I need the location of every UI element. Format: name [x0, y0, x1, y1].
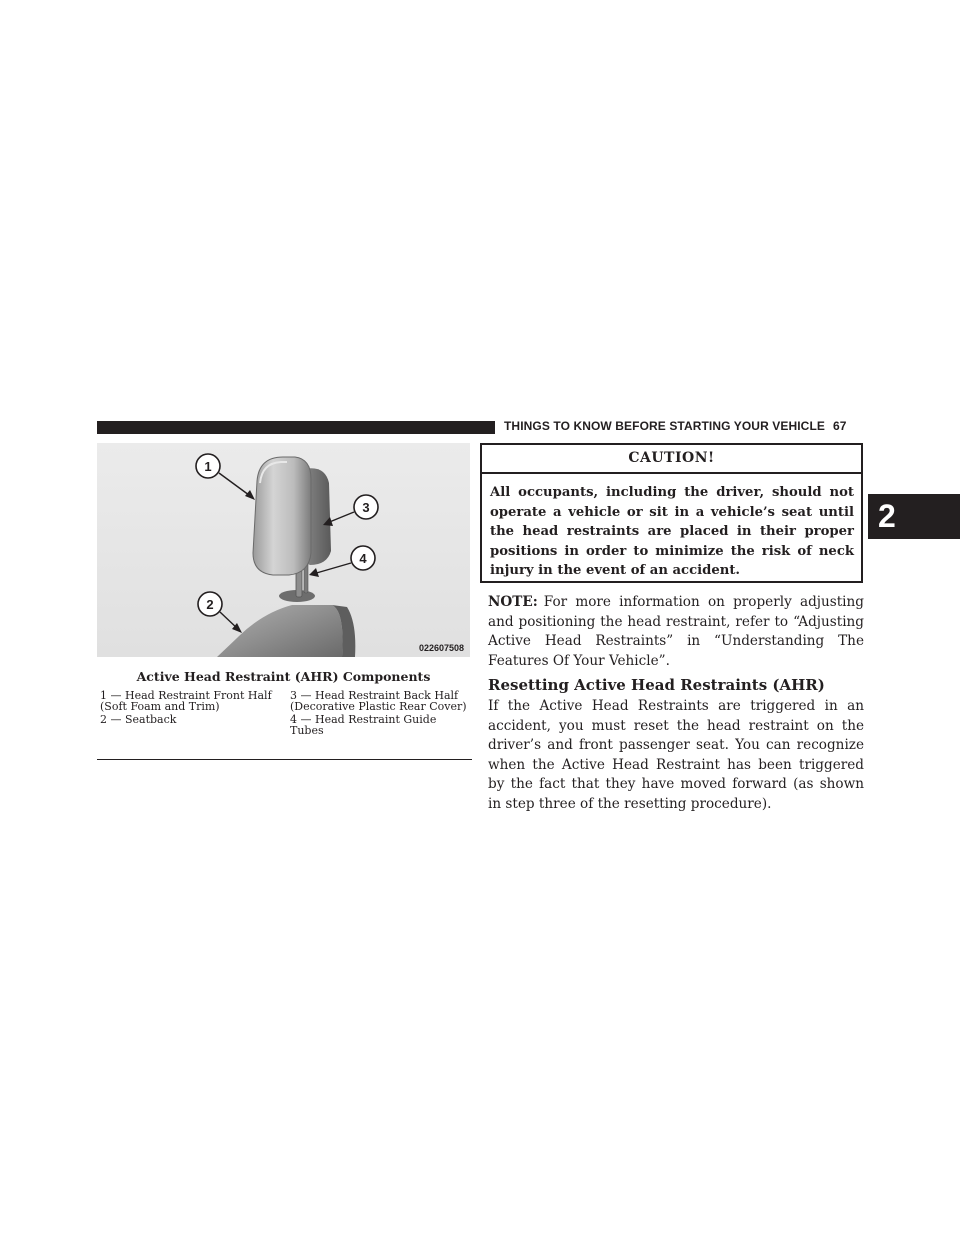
legend-item-2: 2 — Seatback	[100, 713, 177, 726]
caution-box	[480, 443, 863, 583]
svg-text:1: 1	[204, 459, 212, 474]
legend-row	[100, 714, 472, 736]
legend-row	[100, 690, 472, 712]
head-restraint-figure	[97, 443, 470, 657]
svg-text:4: 4	[359, 551, 367, 566]
section-heading: Resetting Active Head Restraints (AHR)	[488, 676, 825, 694]
legend-item-4: 4 — Head Restraint Guide Tubes	[290, 713, 437, 737]
running-header	[504, 419, 864, 433]
legend-item-1: 1 — Head Restraint Front Half (Soft Foam and Trim)	[100, 689, 272, 713]
page-number: 67	[832, 419, 847, 433]
legend-divider	[97, 759, 472, 760]
caution-title: CAUTION!	[482, 445, 861, 474]
caution-body: All occupants, including the driver, should not operate a vehicle or sit in a vehicle’s seat until the head restraints are placed in their proper positions in order to minimize the risk of neck injury in the event of an accident.	[490, 485, 854, 578]
figure-code: 022607508	[418, 643, 464, 653]
note-label: NOTE:	[488, 594, 538, 610]
legend-item-3: 3 — Head Restraint Back Half (Decorative Plastic Rear Cover)	[290, 689, 467, 713]
svg-text:2: 2	[206, 597, 214, 612]
note-text: For more information on properly adjusting and positioning the head restraint, refer to “Adjusting Active Head Restraints” in “Understanding The Features Of Your Vehicle”.	[488, 594, 864, 669]
note-paragraph	[488, 593, 864, 671]
header-rule-bar	[97, 421, 495, 434]
chapter-tab: 2	[868, 494, 960, 539]
figure-caption: Active Head Restraint (AHR) Components	[136, 669, 431, 684]
figure-legend	[100, 690, 472, 736]
head-restraint-illustration	[97, 443, 470, 657]
svg-text:3: 3	[362, 500, 370, 515]
section-title: THINGS TO KNOW BEFORE STARTING YOUR VEHICLE	[504, 419, 825, 433]
body-paragraph: If the Active Head Restraints are triggered in an accident, you must reset the head restraint on the driver’s and front passenger seat. You can recognize when the Active Head Restraint has been triggered by the fact that they have moved forward (as shown in step three of the resetting procedure).	[488, 698, 864, 812]
